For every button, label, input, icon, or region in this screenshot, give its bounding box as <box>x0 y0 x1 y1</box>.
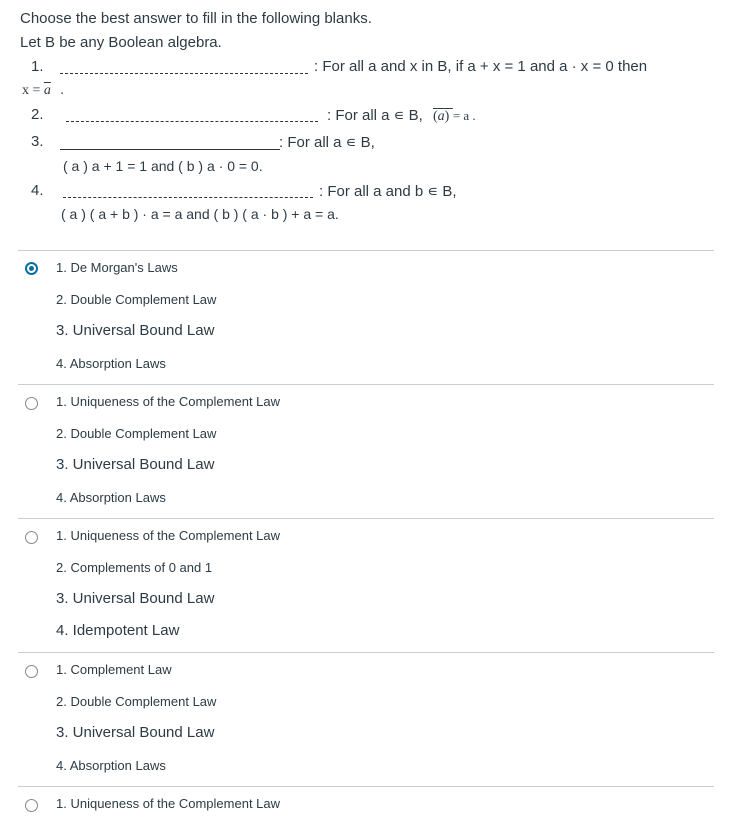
option-e-radio[interactable] <box>25 799 38 812</box>
blank-3-line <box>60 149 280 150</box>
option-separator <box>18 652 714 653</box>
option-c-item-4[interactable]: 4. Idempotent Law <box>56 622 180 639</box>
option-a-item-1[interactable]: 1. De Morgan's Laws <box>56 260 178 275</box>
option-e-item-1[interactable]: 1. Uniqueness of the Complement Law <box>56 796 281 811</box>
blank-4-line <box>63 197 313 198</box>
option-d-item-3[interactable]: 3. Universal Bound Law <box>56 724 215 741</box>
blank-1-number: 1. <box>31 58 44 75</box>
option-c-item-1[interactable]: 1. Uniqueness of the Complement Law <box>56 528 281 543</box>
option-b-radio[interactable] <box>25 397 38 410</box>
option-d-item-4[interactable]: 4. Absorption Laws <box>56 758 166 773</box>
option-separator <box>18 250 714 251</box>
option-c-item-2[interactable]: 2. Complements of 0 and 1 <box>56 560 213 575</box>
option-a-item-4[interactable]: 4. Absorption Laws <box>56 356 166 371</box>
option-b-item-3[interactable]: 3. Universal Bound Law <box>56 456 215 473</box>
option-separator <box>18 384 714 385</box>
option-c-item-3[interactable]: 3. Universal Bound Law <box>56 590 215 607</box>
blank-3-statement: : For all a ∊ B, <box>279 134 375 151</box>
option-c-radio[interactable] <box>25 531 38 544</box>
option-a-radio[interactable] <box>25 262 38 275</box>
option-d-radio[interactable] <box>25 665 38 678</box>
blank-1-statement: : For all a and x in B, if a + x = 1 and a · x = 0 then <box>314 58 648 75</box>
blank-2-number: 2. <box>31 106 44 123</box>
blank-3-detail: ( a ) a + 1 = 1 and ( b ) a · 0 = 0. <box>63 158 263 174</box>
option-b-item-4[interactable]: 4. Absorption Laws <box>56 490 166 505</box>
option-d-item-1[interactable]: 1. Complement Law <box>56 662 172 677</box>
blank-3-number: 3. <box>31 133 44 150</box>
option-separator <box>18 518 714 519</box>
option-b-item-1[interactable]: 1. Uniqueness of the Complement Law <box>56 394 281 409</box>
question-intro: Let B be any Boolean algebra. <box>20 34 222 51</box>
question-instruction: Choose the best answer to fill in the following blanks. <box>20 10 372 27</box>
option-a-item-2[interactable]: 2. Double Complement Law <box>56 292 217 307</box>
blank-1-continuation: $x = \overline{a}$ . <box>22 83 64 98</box>
blank-4-number: 4. <box>31 182 44 199</box>
blank-2-statement: : For all a ∊ B, (a) = a . <box>327 107 476 124</box>
blank-4-statement: : For all a and b ∊ B, <box>319 183 457 200</box>
option-b-item-2[interactable]: 2. Double Complement Law <box>56 426 217 441</box>
blank-4-detail: ( a ) ( a + b ) · a = a and ( b ) ( a · b ) + a = a. <box>61 206 339 222</box>
blank-1-line <box>60 73 308 74</box>
option-separator <box>18 786 714 787</box>
blank-2-line <box>66 121 318 122</box>
option-d-item-2[interactable]: 2. Double Complement Law <box>56 694 217 709</box>
option-a-item-3[interactable]: 3. Universal Bound Law <box>56 322 215 339</box>
